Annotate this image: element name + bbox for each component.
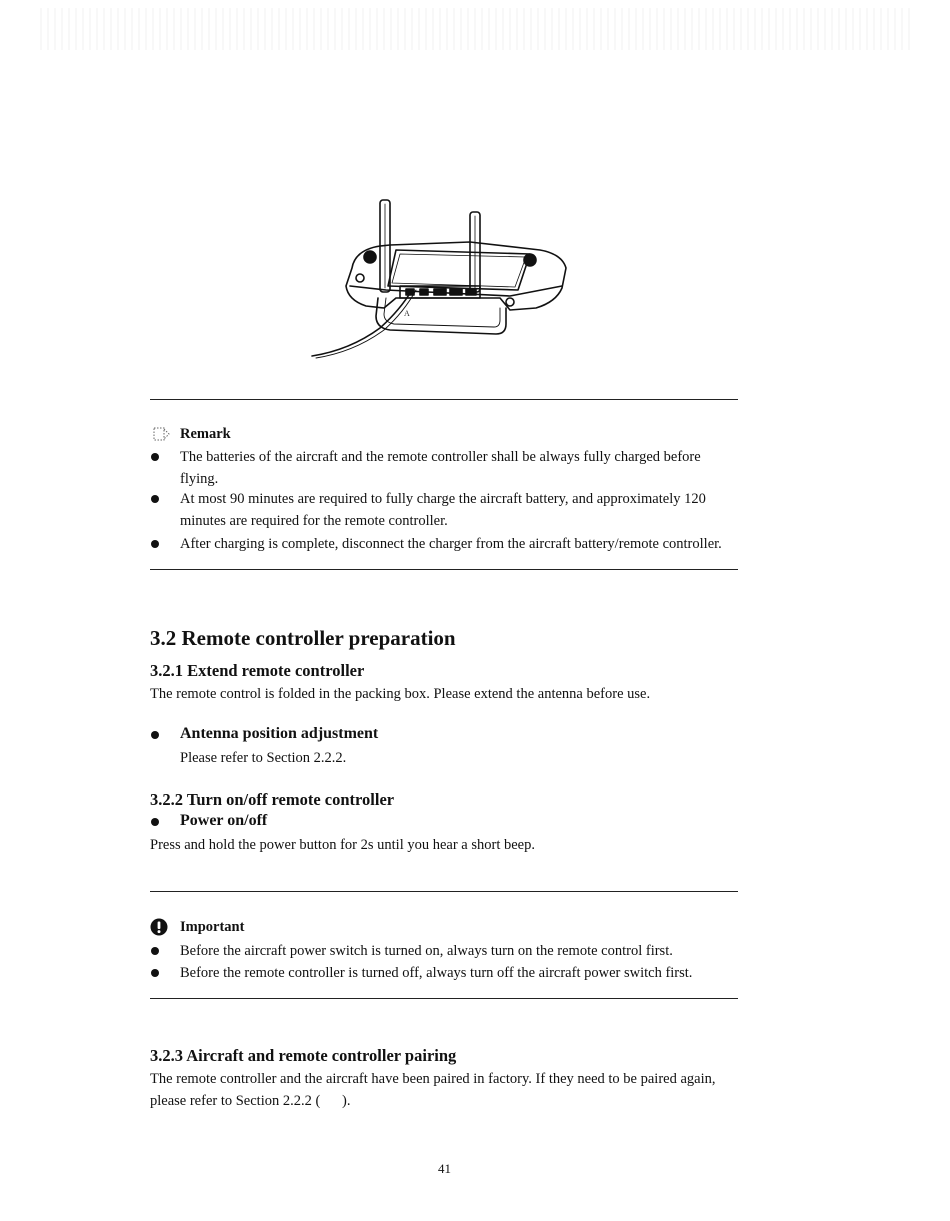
bullet (151, 969, 159, 977)
paragraph: please refer to Section 2.2.2 ( ). (150, 1093, 351, 1109)
remark-item: The batteries of the aircraft and the remote controller shall be always fully charged before (180, 449, 701, 465)
bullet (151, 495, 159, 503)
scan-artifact (40, 8, 910, 50)
bullet (151, 731, 159, 739)
divider (150, 998, 738, 999)
page-number: 41 (438, 1161, 451, 1176)
divider (150, 891, 738, 892)
remark-title: Remark (180, 426, 231, 442)
exclamation-icon (150, 918, 168, 936)
bullet (151, 818, 159, 826)
paragraph: The remote controller and the aircraft have been paired in factory. If they need to be paired again, (150, 1071, 716, 1087)
subsection-heading: 3.2.2 Turn on/off remote controller (150, 790, 395, 809)
bullet (151, 453, 159, 461)
section-heading: 3.2 Remote controller preparation (150, 626, 456, 650)
paragraph: The remote control is folded in the packing box. Please extend the antenna before use. (150, 686, 651, 702)
remark-item: After charging is complete, disconnect the charger from the aircraft battery/remote controller. (180, 536, 722, 552)
important-item: Before the aircraft power switch is turned on, always turn on the remote control first. (180, 943, 673, 959)
important-title: Important (180, 919, 245, 935)
bullet-heading: Power on/off (180, 812, 268, 829)
remark-item: At most 90 minutes are required to fully charge the aircraft battery, and approximately 120 (180, 491, 706, 507)
callout-label: A (404, 309, 410, 318)
subsection-heading: 3.2.3 Aircraft and remote controller pairing (150, 1046, 457, 1065)
paragraph: Please refer to Section 2.2.2. (180, 750, 347, 766)
divider (150, 569, 738, 570)
important-item: Before the remote controller is turned off, always turn off the aircraft power switch first. (180, 965, 693, 981)
bullet (151, 540, 159, 548)
paragraph: Press and hold the power button for 2s until you hear a short beep. (150, 837, 535, 853)
remark-item: flying. (180, 471, 219, 487)
divider (150, 399, 738, 400)
bullet (151, 947, 159, 955)
bullet-heading: Antenna position adjustment (180, 725, 379, 742)
remark-note-icon (152, 425, 172, 443)
remote-controller-charging-illustration (300, 190, 590, 370)
remark-item: minutes are required for the remote controller. (180, 513, 448, 529)
subsection-heading: 3.2.1 Extend remote controller (150, 661, 365, 680)
